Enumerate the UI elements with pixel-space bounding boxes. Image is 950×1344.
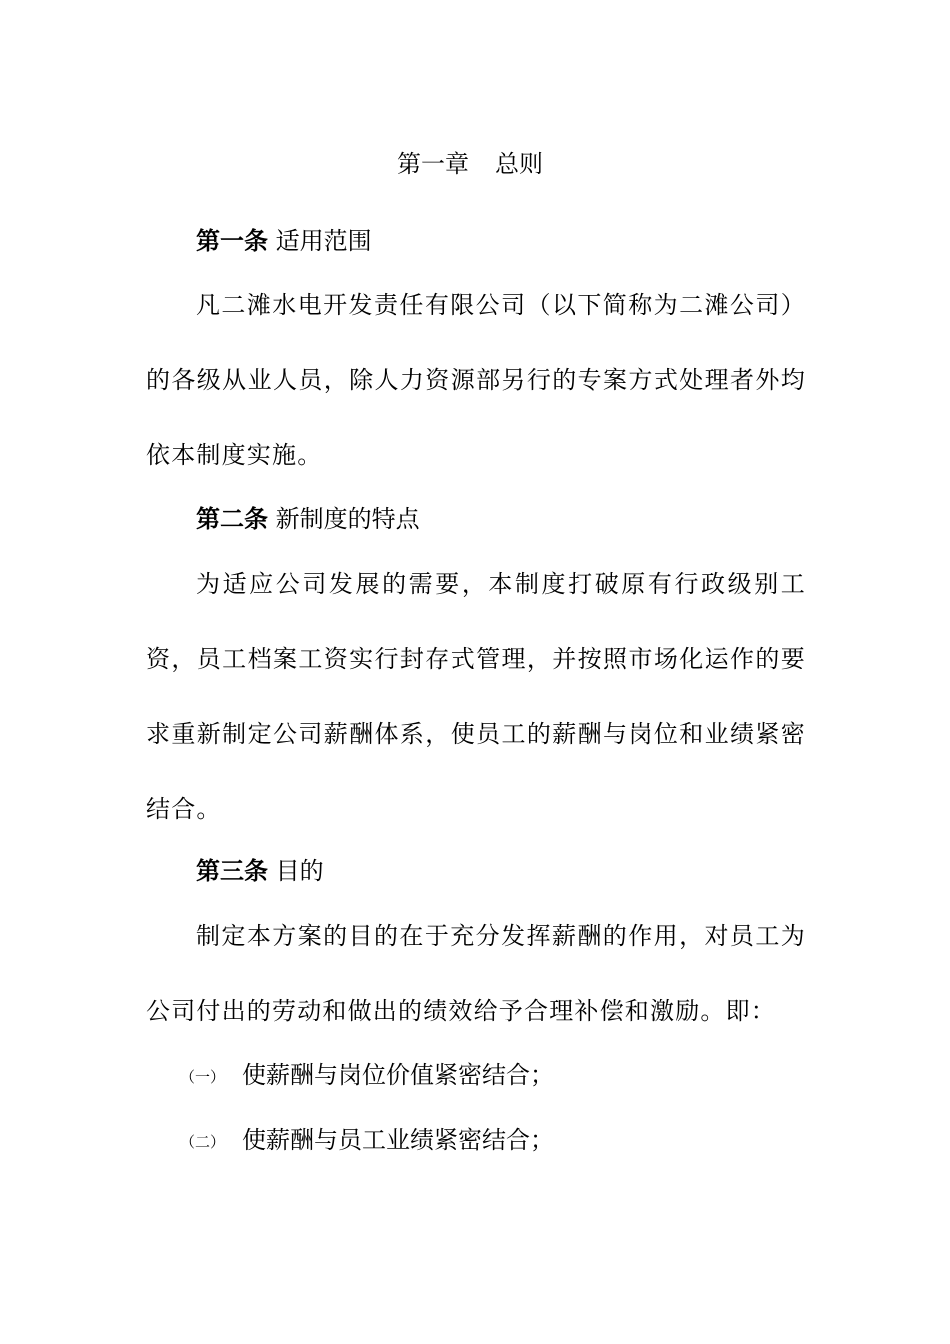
chapter-number: 第一章 xyxy=(397,150,469,178)
list-item-marker: （二） xyxy=(180,1132,226,1151)
article-2-number: 第二条 xyxy=(196,505,268,533)
article-3-title: 目的 xyxy=(275,857,324,885)
article-2-paragraph: 为适应公司发展的需要，本制度打破原有行政级别工资，员工档案工资实行封存式管理，并按照市场化运作的要求重新制定公司薪酬体系，使员工的薪酬与岗位和业绩紧密结合。 xyxy=(146,570,806,823)
article-3-heading xyxy=(196,853,816,889)
list-item-text: 使薪酬与员工业绩紧密结合； xyxy=(242,1126,554,1154)
chapter-title xyxy=(0,146,940,182)
article-3-number: 第三条 xyxy=(196,857,268,885)
list-item-marker: （一） xyxy=(180,1067,226,1086)
list-item xyxy=(180,1122,800,1160)
article-1-heading xyxy=(196,223,816,259)
article-1-number: 第一条 xyxy=(196,227,268,255)
list-item-text: 使薪酬与岗位价值紧密结合； xyxy=(242,1061,554,1089)
article-3-paragraph: 制定本方案的目的在于充分发挥薪酬的作用，对员工为公司付出的劳动和做出的绩效给予合理补偿和激励。即： xyxy=(146,922,806,1025)
article-2-title: 新制度的特点 xyxy=(275,505,420,533)
article-2-heading xyxy=(196,501,816,537)
article-1-title: 适用范围 xyxy=(275,227,372,255)
chapter-name: 总则 xyxy=(495,150,543,178)
article-1-paragraph: 凡二滩水电开发责任有限公司（以下简称为二滩公司）的各级从业人员，除人力资源部另行的专案方式处理者外均依本制度实施。 xyxy=(146,291,806,469)
list-item xyxy=(180,1057,800,1095)
